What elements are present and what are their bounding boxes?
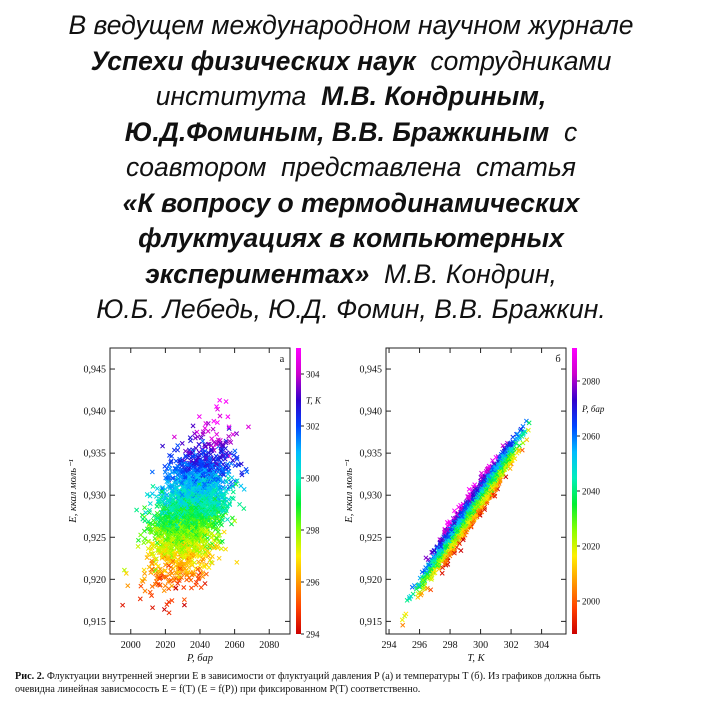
data-point xyxy=(224,399,228,403)
data-point xyxy=(210,554,214,558)
data-point xyxy=(235,560,239,564)
data-point xyxy=(201,575,205,579)
data-point xyxy=(210,437,214,441)
data-point xyxy=(168,467,172,471)
data-point xyxy=(231,490,235,494)
y-tick-label: 0,945 xyxy=(83,364,106,376)
data-point xyxy=(227,434,231,438)
data-point xyxy=(459,548,463,552)
data-point xyxy=(163,584,167,588)
headline-line-6 xyxy=(0,186,702,222)
data-point xyxy=(240,473,244,477)
data-point xyxy=(121,603,125,607)
colorbar xyxy=(296,348,301,634)
data-point xyxy=(197,414,201,418)
y-tick-label: 0,935 xyxy=(83,448,106,460)
data-point xyxy=(440,571,444,575)
data-point xyxy=(143,571,147,575)
data-point xyxy=(182,585,186,589)
data-point xyxy=(147,565,151,569)
data-point xyxy=(222,530,226,534)
data-point xyxy=(204,572,208,576)
data-point xyxy=(209,452,213,456)
data-point xyxy=(126,584,130,588)
data-point xyxy=(215,432,219,436)
data-point xyxy=(197,442,201,446)
colorbar-tick-label: 294 xyxy=(306,629,320,640)
data-point xyxy=(135,508,139,512)
data-point xyxy=(180,441,184,445)
colorbar-tick-label: 304 xyxy=(306,369,320,380)
data-point xyxy=(219,547,223,551)
data-point xyxy=(188,439,192,443)
data-point xyxy=(246,425,250,429)
author-names-1: М.В. Кондриным, xyxy=(321,81,547,111)
colorbar-tick-label: 298 xyxy=(306,525,320,536)
y-tick-label: 0,920 xyxy=(83,574,106,586)
data-point xyxy=(217,556,221,560)
data-point xyxy=(191,424,195,428)
headline-line-1: В ведущем международном научном журнале xyxy=(68,10,634,40)
data-point xyxy=(143,589,147,593)
data-point xyxy=(424,556,428,560)
data-point xyxy=(400,618,404,622)
data-point xyxy=(218,414,222,418)
x-tick-label: 2000 xyxy=(120,640,141,651)
y-tick-label: 0,930 xyxy=(83,490,106,502)
data-point xyxy=(182,603,186,607)
data-point xyxy=(176,443,180,447)
data-point xyxy=(242,506,246,510)
y-tick-label: 0,940 xyxy=(83,406,106,418)
y-tick-label: 0,925 xyxy=(83,532,106,544)
data-point xyxy=(199,585,203,589)
x-axis-label: P, бар xyxy=(186,653,214,664)
colorbar-tick-label: 300 xyxy=(306,473,320,484)
data-point xyxy=(203,581,207,585)
data-point xyxy=(517,444,521,448)
data-point xyxy=(206,421,210,425)
headline xyxy=(0,8,702,328)
x-tick-label: 2040 xyxy=(190,640,210,651)
data-point xyxy=(185,578,189,582)
data-point xyxy=(219,523,223,527)
data-point xyxy=(223,547,227,551)
data-point xyxy=(150,470,154,474)
data-point xyxy=(142,506,146,510)
data-point xyxy=(226,415,230,419)
colorbar-tick-label: 302 xyxy=(306,421,320,432)
headline-line-9: Ю.Б. Лебедь, Ю.Д. Фомин, В.В. Бражкин. xyxy=(96,294,606,324)
y-tick-label: 0,915 xyxy=(83,616,106,628)
article-title-2: флуктуациях в компьютерных xyxy=(138,223,564,253)
data-point xyxy=(175,448,179,452)
data-point xyxy=(401,623,405,627)
colorbar-tick-label: 296 xyxy=(306,577,320,588)
data-point xyxy=(201,571,205,575)
data-point xyxy=(237,502,241,506)
data-point xyxy=(230,476,234,480)
headline-line-4: Ю.Д.Фоминым, В.В. Бражкиным с xyxy=(124,116,578,147)
x-tick-label: 2080 xyxy=(259,640,280,651)
data-point xyxy=(139,533,143,537)
scatter-points xyxy=(121,398,251,615)
x-tick-label: 2020 xyxy=(155,640,176,651)
headline-line-7 xyxy=(0,221,702,257)
data-point xyxy=(189,586,193,590)
article-title-1: «К вопросу о термодинамических xyxy=(122,187,580,218)
data-point xyxy=(233,449,237,453)
data-point xyxy=(162,607,166,611)
scatter-plot-a xyxy=(55,342,321,666)
data-point xyxy=(211,427,215,431)
data-point xyxy=(235,432,239,436)
data-point xyxy=(227,439,231,443)
scatter-plot-b xyxy=(327,342,613,666)
data-point xyxy=(172,435,176,439)
data-point xyxy=(143,537,147,541)
data-point xyxy=(155,504,159,508)
data-point xyxy=(154,494,158,498)
data-point xyxy=(139,584,143,588)
data-point xyxy=(142,541,146,545)
headline-line-5: соавтором представлена статья xyxy=(126,152,576,182)
data-point xyxy=(138,597,142,601)
scatter-points xyxy=(400,419,531,627)
journal-name: Успехи физических наук xyxy=(90,45,416,76)
y-axis-label: E, ккал моль⁻¹ xyxy=(68,459,79,523)
data-point xyxy=(220,539,224,543)
data-point xyxy=(136,538,140,542)
headline-line-3: института М.В. Кондриным, xyxy=(155,81,547,111)
data-point xyxy=(162,589,166,593)
data-point xyxy=(230,516,234,520)
data-point xyxy=(231,432,235,436)
data-point xyxy=(195,430,199,434)
data-point xyxy=(160,444,164,448)
data-point xyxy=(207,565,211,569)
data-point xyxy=(151,484,155,488)
data-point xyxy=(182,598,186,602)
data-point xyxy=(148,502,152,506)
data-point xyxy=(150,606,154,610)
data-point xyxy=(167,611,171,615)
colorbar-label: T, K xyxy=(306,395,321,406)
headline-line-8: экспериментах» М.В. Кондрин, xyxy=(145,258,557,289)
data-point xyxy=(170,584,174,588)
data-point xyxy=(225,517,229,521)
author-names-2: Ю.Д.Фоминым, В.В. Бражкиным xyxy=(124,116,550,147)
x-tick-label: 2060 xyxy=(224,640,245,651)
panel-label: а xyxy=(279,354,285,365)
data-point xyxy=(136,544,140,548)
article-title-3: экспериментах» xyxy=(145,258,370,289)
headline-line-2: Успехи физических наук сотрудниками xyxy=(90,45,612,76)
data-point xyxy=(165,602,169,606)
data-point xyxy=(404,612,408,616)
data-point xyxy=(218,398,222,402)
data-point xyxy=(155,487,159,491)
data-point xyxy=(174,586,178,590)
data-point xyxy=(239,484,243,488)
